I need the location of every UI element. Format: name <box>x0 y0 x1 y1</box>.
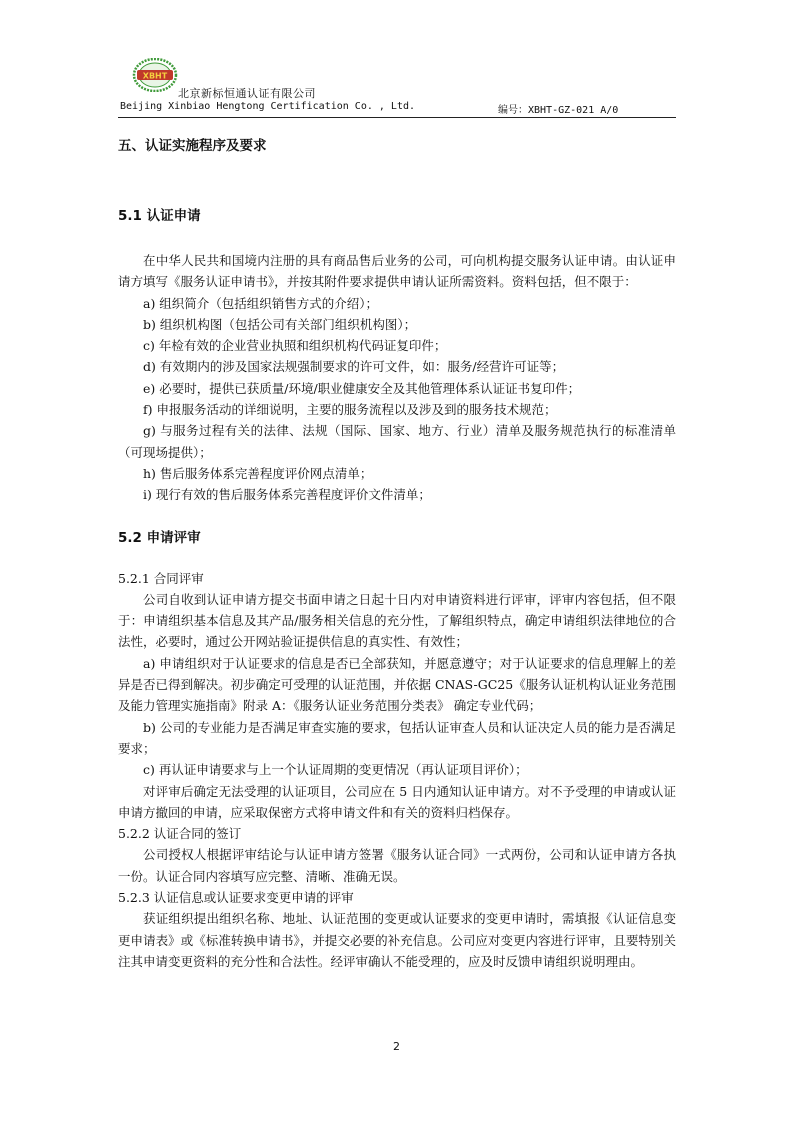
section-5-1-intro: 在中华人民共和国境内注册的具有商品售后业务的公司，可向机构提交服务认证申请。由认证申请方填写《服务认证申请书》，并按其附件要求提供申请认证所需资料。资料包括，但不限于： <box>118 253 676 290</box>
list-item-e: e) 必要时，提供已获质量/环境/职业健康安全及其他管理体系认证证书复印件； <box>143 380 581 396</box>
company-name-en: Beijing Xinbiao Hengtong Certification Co. , Ltd. <box>120 101 416 112</box>
subsection-5-2-2-text: 公司授权人根据评审结论与认证申请方签署《服务认证合同》一式两份，公司和认证申请方各执一份。认证合同内容填写应完整、清晰、准确无误。 <box>118 847 676 884</box>
subsection-5-2-2-heading: 5.2.2 认证合同的签订 <box>118 826 242 842</box>
review-item-b: b) 公司的专业能力是否满足审查实施的要求，包括认证审查人员和认证决定人员的能力是否满足要求； <box>118 719 676 756</box>
page-content <box>118 128 676 972</box>
header-divider <box>118 117 676 118</box>
subsection-5-2-3-heading: 5.2.3 认证信息或认证要求变更申请的评审 <box>118 890 354 906</box>
list-item-d: d) 有效期内的涉及国家法规强制要求的许可文件，如：服务/经营许可证等； <box>143 359 565 375</box>
subsection-5-2-3-text: 获证组织提出组织名称、地址、认证范围的变更或认证要求的变更申请时，需填报《认证信息变更申请表》或《标准转换申请书》，并提交必要的补充信息。公司应对变更内容进行评审，且要特别关注其申请变更资料的充分性和合法性。经评审确认不能受理的，应及时反馈申请组织说明理由。 <box>118 911 676 969</box>
page-header <box>118 58 676 118</box>
document-number: 编号：XBHT-GZ-021 A/0 <box>498 105 619 116</box>
list-item-b: b) 组织机构图（包括公司有关部门组织机构图）； <box>143 316 417 332</box>
review-item-a: a) 申请组织对于认证要求的信息是否已全部获知，并愿意遵守；对于认证要求的信息理解上的差异是否已得到解决。初步确定可受理的认证范围，并依据 CNAS-GC25《服务认证机构认证业务范围及能力管理实施指南》附录 A：《服务认证业务范围分类表》 确定专业代码； <box>118 655 676 714</box>
review-closing: 对评审后确定无法受理的认证项目，公司应在 5 日内通知认证申请方。对不予受理的申请或认证申请方撤回的申请，应采取保密方式将申请文件和有关的资料归档保存。 <box>118 783 676 820</box>
subsection-5-2-1-intro: 公司自收到认证申请方提交书面申请之日起十日内对申请资料进行评审，评审内容包括，但不限于：申请组织基本信息及其产品/服务相关信息的充分性，了解组织特点，确定申请组织法律地位的合法性，必要时，通过公开网站验证提供信息的真实性、有效性； <box>118 591 676 650</box>
page-number: 2 <box>393 1040 400 1053</box>
section-5-1-title: 5.1 认证申请 <box>118 208 201 224</box>
list-item-h: h) 售后服务体系完善程度评价网点清单； <box>143 465 373 481</box>
list-item-c: c) 年检有效的企业营业执照和组织机构代码证复印件； <box>143 338 447 354</box>
subsection-5-2-1-heading: 5.2.1 合同评审 <box>118 570 204 586</box>
section-5-2-title: 5.2 申请评审 <box>118 529 201 546</box>
company-name-cn: 北京新标恒通认证有限公司 <box>178 87 316 100</box>
list-item-a: a) 组织简介（包括组织销售方式的介绍）； <box>143 295 379 311</box>
list-item-i: i) 现行有效的售后服务体系完善程度评价文件清单； <box>143 487 431 503</box>
logo-text: XBHT <box>142 71 168 81</box>
list-item-f: f) 申报服务活动的详细说明，主要的服务流程以及涉及到的服务技术规范； <box>143 402 557 418</box>
section-5-title: 五、认证实施程序及要求 <box>118 138 267 154</box>
review-item-c: c) 再认证申请要求与上一个认证周期的变更情况（再认证项目评价）； <box>143 762 528 778</box>
list-item-g: g) 与服务过程有关的法律、法规（国际、国家、地方、行业）清单及服务规范执行的标准清单（可现场提供）； <box>118 423 676 460</box>
company-logo <box>132 58 178 92</box>
